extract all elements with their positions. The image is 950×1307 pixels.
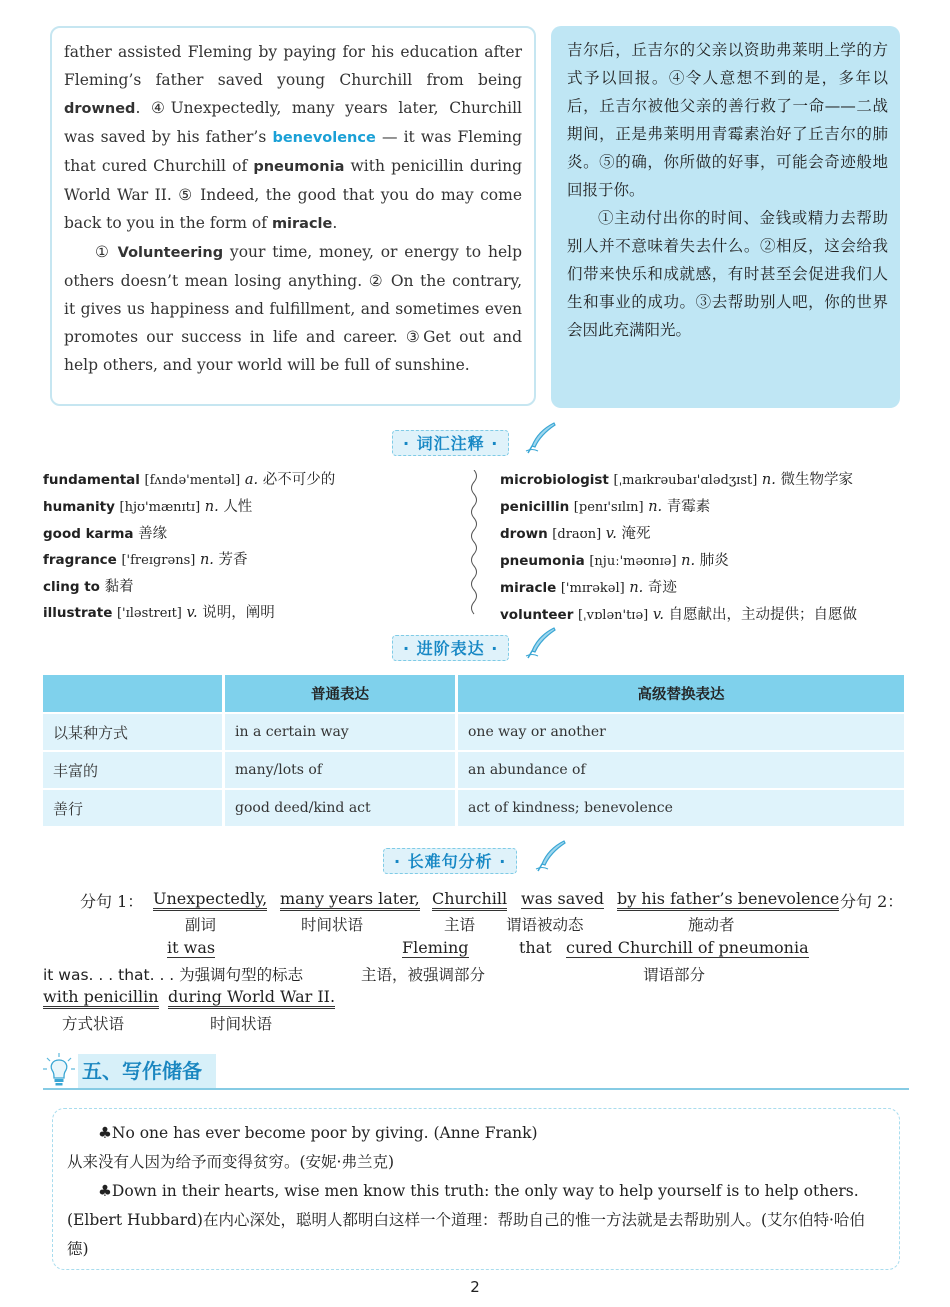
vocab-item [43,600,463,627]
analysis-label: 主语，被强调部分 [361,966,486,984]
vocab-item [43,574,463,600]
vocab-pos: v. [605,526,617,542]
vocab-pos: n. [681,553,696,569]
keyword-volunteering: Volunteering [117,245,224,261]
vocab-item [500,548,910,575]
vocab-phonetic: [penɪ'sɪlɪn] [573,500,644,515]
chinese-paragraph-1: 吉尔后，丘吉尔的父亲以资助弗莱明上学的方式予以回报。④令人意想不到的是，多年以后，丘吉尔被他父亲的善行救了一命——二战期间，正是弗莱明用青霉素治好了丘吉尔的肺炎。⑤的确，你所做的好事，可能会奇迹般地回报于你。 [567,41,888,199]
vocab-item [500,494,910,521]
table-header-cell: 高级替换表达 [457,675,906,713]
table-cell: an abundance of [457,751,906,789]
analysis-word: many years later, [280,889,420,911]
vocab-item [43,467,463,494]
vocab-list-left [43,467,463,627]
vocab-pos: v. [652,607,664,623]
vocab-word: good karma [43,526,134,542]
analysis-label: 时间状语 [301,916,364,934]
vocab-meaning: 黏着 [104,579,134,595]
analysis-label: 谓语被动态 [506,916,584,934]
chinese-paragraph-2: ①主动付出你的时间、金钱或精力去帮助别人并不意味着失去什么。②相反，这会给我们带来快乐和成就感，有时甚至会促进我们人生和事业的成功。③去帮助别人吧，你的世界会因此充满阳光。 [567,209,888,339]
feather-pen-icon [524,625,560,661]
keyword-drowned: drowned [64,101,136,117]
club-icon: ♣ [98,1124,112,1142]
vocab-item [43,547,463,574]
club-icon: ♣ [98,1182,112,1200]
vocab-meaning: 说明，阐明 [202,605,275,621]
table-cell: in a certain way [224,713,457,751]
vocab-list-right [500,467,910,629]
vocab-word: pneumonia [500,553,585,569]
table-cell: many/lots of [224,751,457,789]
vocab-pos: n. [204,499,219,515]
analysis-word: with penicillin [43,987,159,1009]
feather-pen-icon [534,838,570,874]
chinese-translation-box [551,26,900,408]
analysis-word: was saved [521,889,605,908]
vocab-word: fragrance [43,552,117,568]
vocab-phonetic: [fʌndə'mentəl] [144,473,241,488]
keyword-miracle: miracle [271,216,333,232]
analysis-label: 主语 [444,916,476,934]
vocab-badge: · 词汇注释 · [392,430,509,456]
english-passage-box [50,26,536,406]
vocab-item [500,521,910,548]
vocab-pos: n. [648,499,663,515]
table-header-cell [43,675,224,713]
vocab-meaning: 微生物学家 [780,472,853,488]
sentence-analysis-badge: · 长难句分析 · [383,848,517,874]
wavy-divider [467,470,481,618]
analysis-word: Churchill [432,889,507,911]
vocab-meaning: 奇迹 [647,580,677,596]
analysis-label: 谓语部分 [643,966,706,984]
table-header-cell: 普通表达 [224,675,457,713]
vocab-meaning: 人性 [223,499,253,515]
analysis-label: 方式状语 [62,1015,125,1033]
vocab-phonetic: [ˌmaɪkrəubaɪ'ɑlədʒɪst] [613,473,758,488]
table-cell: one way or another [457,713,906,751]
expression-table [43,675,907,826]
analysis-word: Unexpectedly, [153,889,267,911]
vocab-phonetic: ['ɪləstreɪt] [116,606,182,621]
quote-1-zh: 从来没有人因为给予而变得贫穷。(安妮·弗兰克) [67,1153,395,1171]
table-cell: 以某种方式 [43,713,224,751]
analysis-label: 施动者 [688,916,735,934]
vocab-phonetic: ['mɪrəkəl] [560,581,625,596]
clause-2-label: 分句 2： [840,892,904,911]
vocab-phonetic: [njuː'məʊnɪə] [589,554,677,569]
feather-pen-icon [524,420,560,456]
vocab-pos: n. [629,580,644,596]
keyword-pneumonia: pneumonia [253,159,345,175]
page-number: 2 [470,1278,480,1296]
analysis-word: that [519,938,552,957]
vocab-word: microbiologist [500,472,609,488]
keyword-benevolence: benevolence [272,130,376,146]
vocab-meaning: 自愿献出，主动提供；自愿做 [668,607,858,623]
table-row [43,789,906,826]
quote-1-en: ♣No one has ever become poor by giving. (Anne Frank) [98,1124,538,1142]
analysis-word: it was [167,938,216,957]
analysis-word: by his father’s benevolence [617,889,839,911]
vocab-item [500,467,910,494]
vocab-word: penicillin [500,499,570,515]
table-cell: 善行 [43,789,224,826]
advanced-expression-badge: · 进阶表达 · [392,635,509,661]
vocab-pos: v. [186,605,198,621]
vocab-meaning: 芳香 [218,552,248,568]
vocab-meaning: 淹死 [621,526,651,542]
vocab-word: volunteer [500,607,574,623]
analysis-word: cured Churchill of pneumonia [566,938,809,957]
english-paragraph-2: ① Volunteering your time, money, or energy to help others doesn’t mean losing anything. ② On the contrary, it gives us happiness and fulfillment, and sometimes even promotes our success in life and career. ③Get out and help others, and your world will be full of sunshine. [64,243,522,374]
quote-2: ♣Down in their hearts, wise men know this truth: the only way to help yourself is to help others. (Elbert Hubbard)在内心深处，聪明人都明白这样一个道理：帮助自己的惟一方法就是去帮助别人。(艾尔伯特·哈伯德) [67,1182,865,1258]
vocab-meaning: 青霉素 [666,499,711,515]
vocab-pos: n. [761,472,776,488]
vocab-meaning: 必不可少的 [262,472,336,488]
table-cell: good deed/kind act [224,789,457,826]
table-cell: 丰富的 [43,751,224,789]
analysis-label: 时间状语 [210,1015,273,1033]
vocab-item [43,494,463,521]
vocab-word: humanity [43,499,115,515]
vocab-word: miracle [500,580,557,596]
writing-quotes-box [52,1108,900,1270]
analysis-word: during World War II. [168,987,335,1009]
analysis-word: Fleming [402,938,469,957]
analysis-label: 副词 [185,916,217,934]
vocab-pos: n. [199,552,214,568]
analysis-label: it was. . . that. . . 为强调句型的标志 [43,966,304,984]
vocab-word: illustrate [43,605,113,621]
vocab-word: fundamental [43,472,140,488]
english-paragraph-1: father assisted Fleming by paying for his education after Fleming’s father saved young Churchill from being drowned. ④Unexpectedly, many years later, Churchill was saved by his father’s benevolence — it was Fleming that cured Churchill of pneumonia with penicillin during World War II. ⑤ Indeed, the good that you do may come back to you in the form of miracle. [64,43,522,232]
vocab-phonetic: [ˌvɒlən'tɪə] [577,608,649,623]
vocab-item [500,575,910,602]
vocab-word: cling to [43,579,100,595]
lightbulb-icon [42,1052,76,1088]
table-cell: act of kindness; benevolence [457,789,906,826]
vocab-item [43,521,463,547]
table-row [43,713,906,751]
section-title-writing: 五、写作储备 [78,1054,216,1088]
vocab-pos: a. [244,472,259,488]
vocab-item [500,602,910,629]
vocab-meaning: 善缘 [138,526,168,542]
vocab-word: drown [500,526,548,542]
table-row [43,751,906,789]
vocab-phonetic: [hjʊ'mænɪtɪ] [119,500,201,515]
table-header-row [43,675,906,713]
vocab-meaning: 肺炎 [699,553,729,569]
vocab-phonetic: ['freɪgrəns] [121,553,196,568]
section-divider [43,1088,909,1090]
clause-1-label: 分句 1： [80,892,144,911]
vocab-phonetic: [draʊn] [552,527,602,542]
